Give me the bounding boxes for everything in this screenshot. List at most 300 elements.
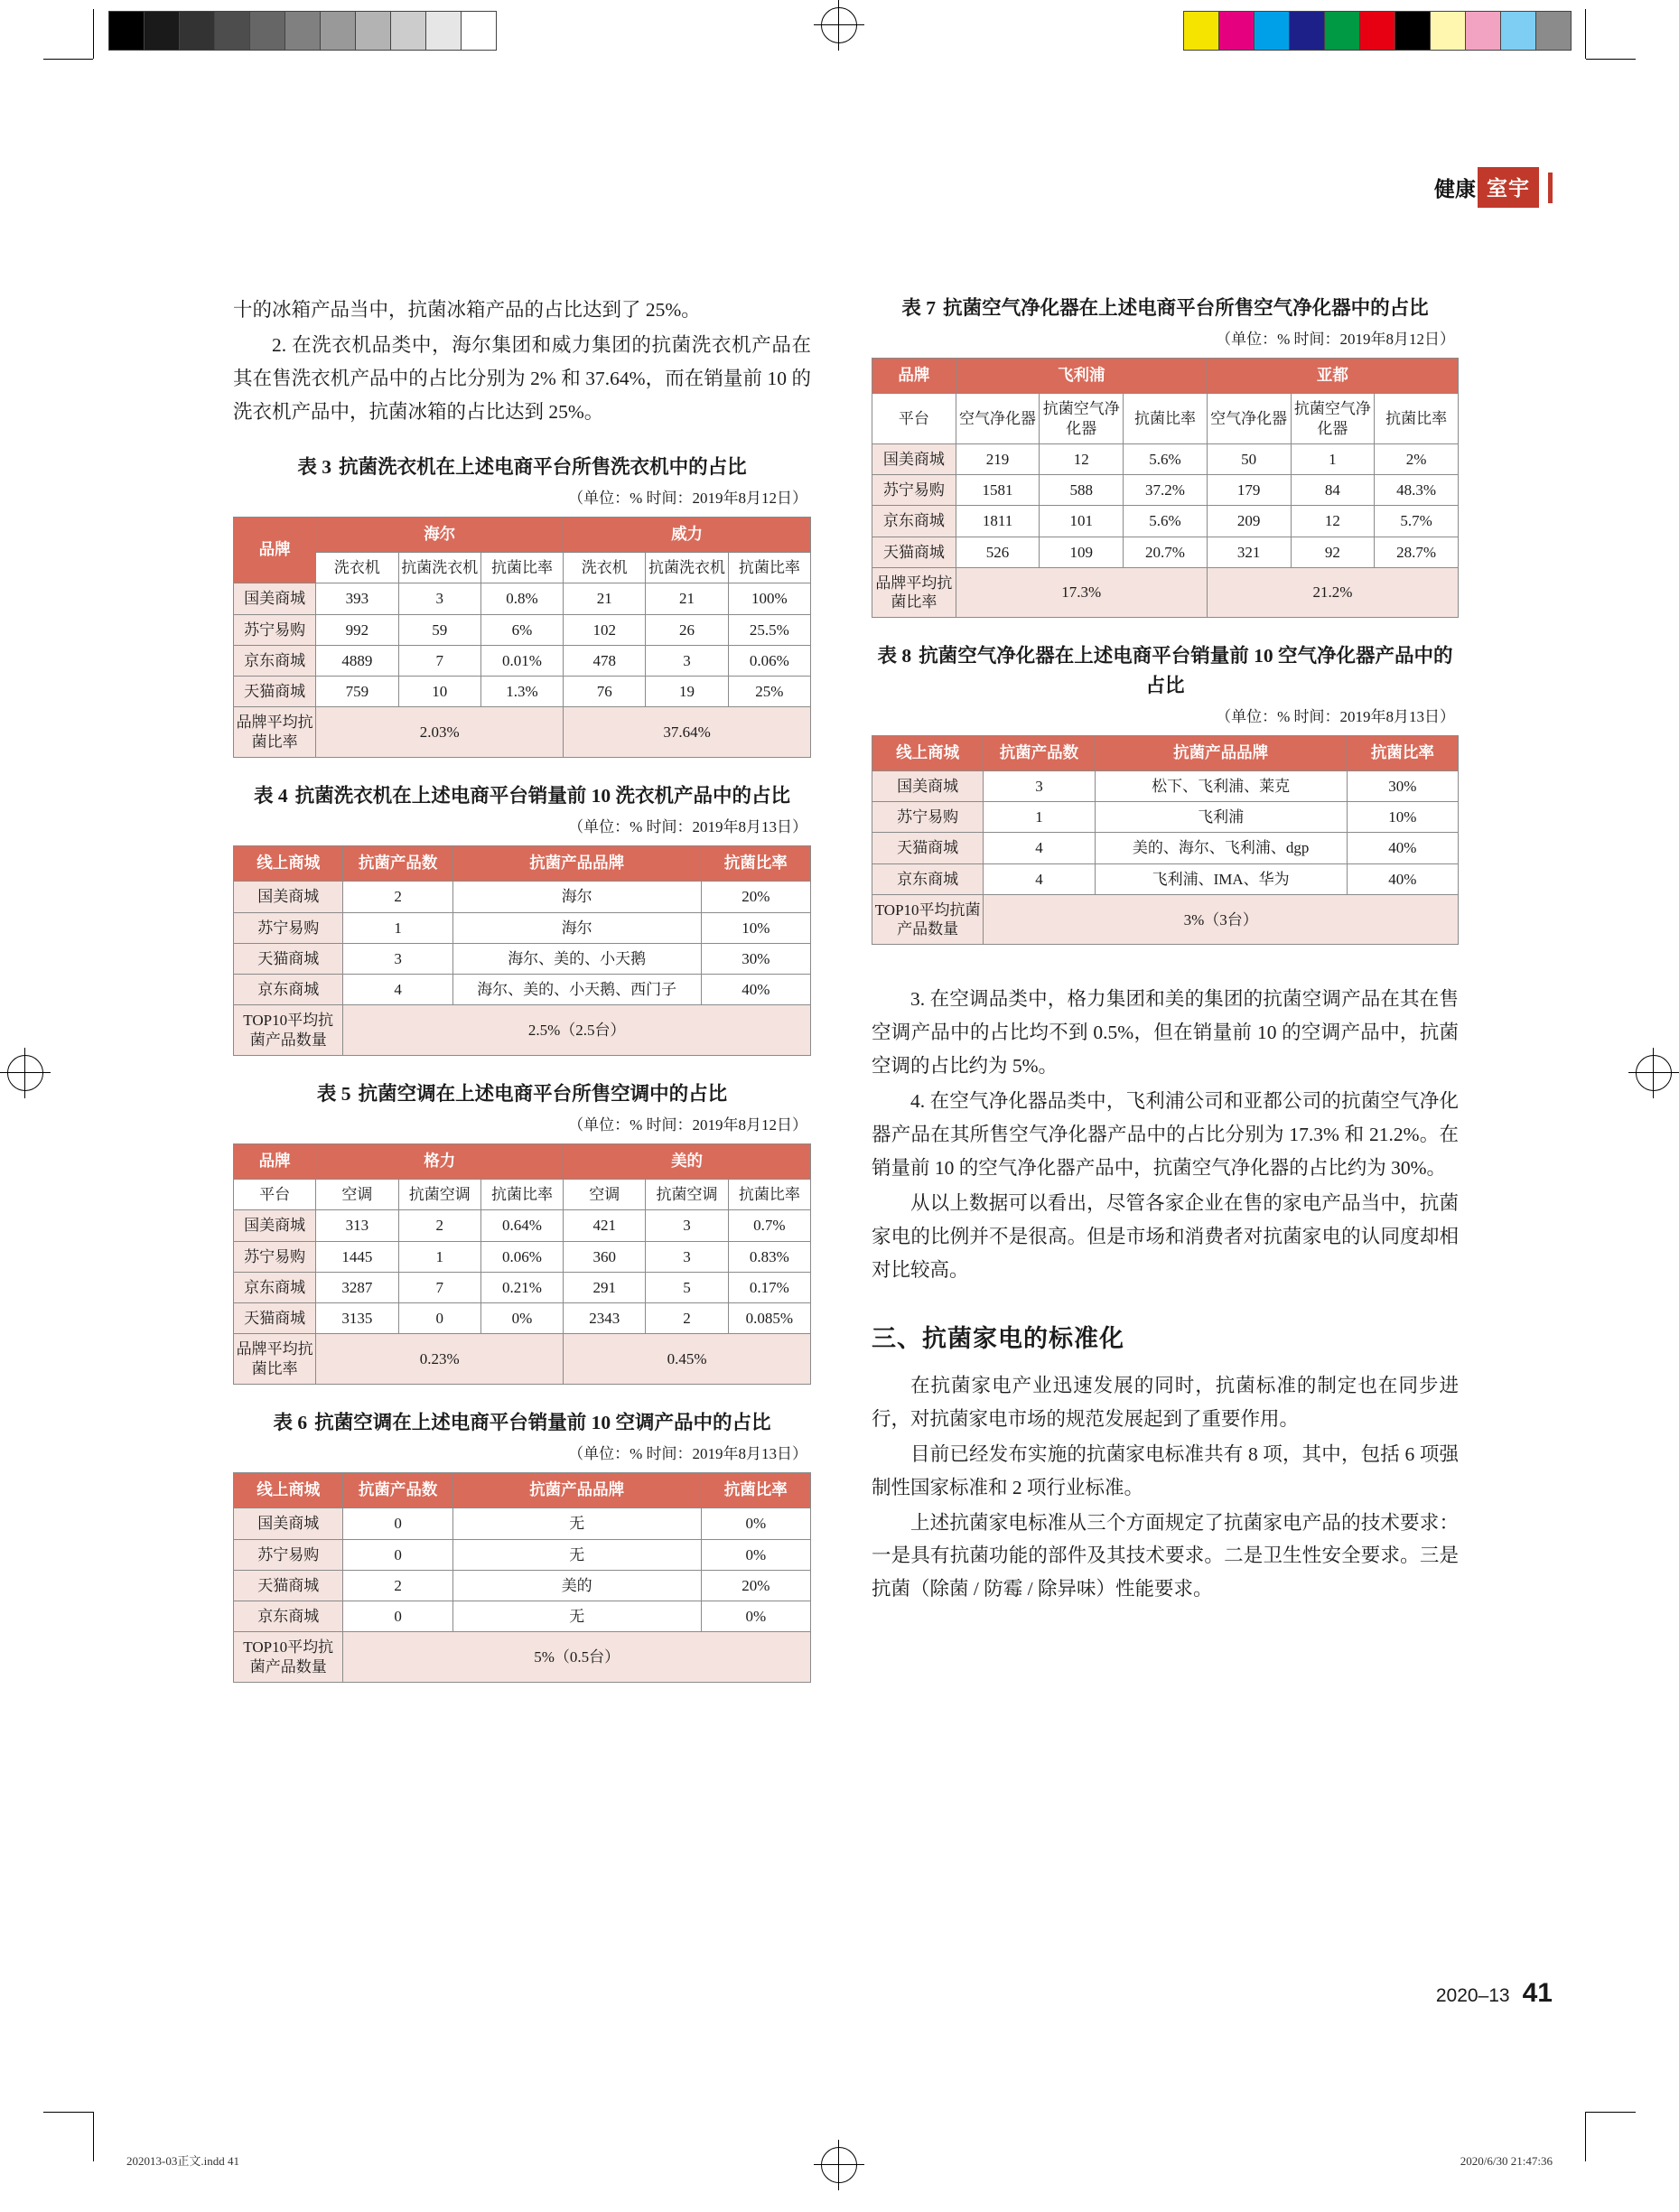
- cell: 海尔、美的、小天鹅: [452, 943, 701, 974]
- row-label: 京东商城: [234, 975, 343, 1005]
- cell: 无: [452, 1539, 701, 1570]
- table-row: [872, 567, 1459, 618]
- issue-number: 2020–13: [1435, 1985, 1510, 2006]
- color-swatch-2: [1254, 11, 1290, 51]
- row-label: 天猫商城: [872, 537, 956, 567]
- cell: 3: [646, 1241, 728, 1272]
- cell: 100%: [728, 583, 810, 614]
- cell: 219: [956, 443, 1040, 474]
- running-head: [1434, 167, 1553, 208]
- subheader: 抗菌比率: [480, 1180, 563, 1210]
- table-row: [872, 770, 1459, 801]
- table-row: [872, 894, 1459, 945]
- cell: 6%: [480, 614, 563, 645]
- subheader: 洗衣机: [564, 553, 646, 583]
- color-swatch-0: [1183, 11, 1219, 51]
- cell: 0: [343, 1508, 452, 1539]
- average-value: 0.23%: [316, 1334, 564, 1385]
- column-header: 抗菌产品品牌: [1095, 736, 1347, 771]
- grayscale-swatch-10: [461, 11, 497, 51]
- table-row: [234, 912, 811, 943]
- cell: 3: [343, 943, 452, 974]
- brand-weili: 威力: [564, 518, 811, 553]
- left-column: [233, 294, 811, 1683]
- color-swatch-6: [1395, 11, 1431, 51]
- paragraph: 从以上数据可以看出，尽管各家企业在售的家电产品当中，抗菌家电的比例并不是很高。但是市场和消费者对抗菌家电的认同度却相对比较高。: [872, 1192, 1459, 1282]
- cell: 759: [316, 677, 398, 707]
- cell: 40%: [1347, 833, 1458, 863]
- column-header: 线上商城: [234, 1473, 343, 1508]
- row-label: 苏宁易购: [872, 802, 984, 833]
- grayscale-swatch-3: [214, 11, 250, 51]
- cell: 10: [398, 677, 480, 707]
- average-value: 21.2%: [1207, 567, 1458, 618]
- row-label: 京东商城: [234, 1601, 343, 1632]
- table-row: [234, 707, 811, 758]
- table-6-number: 表 6: [273, 1411, 308, 1433]
- table-row: [872, 475, 1459, 506]
- table-row: [234, 1210, 811, 1241]
- table-row: [234, 1180, 811, 1210]
- table-3-caption: [233, 453, 811, 481]
- table-4: [233, 845, 811, 1055]
- cell: 30%: [1347, 770, 1458, 801]
- column-header: 抗菌产品品牌: [452, 1473, 701, 1508]
- paragraph: 在抗菌家电产业迅速发展的同时，抗菌标准的制定也在同步进行，对抗菌家电市场的规范发展起到了重要作用。: [872, 1374, 1459, 1430]
- cell: 美的: [452, 1570, 701, 1601]
- color-swatch-8: [1465, 11, 1501, 51]
- table-row: [872, 443, 1459, 474]
- table-row: [234, 1272, 811, 1302]
- print-timestamp: 2020/6/30 21:47:36: [1460, 2154, 1553, 2168]
- column-header: 抗菌比率: [701, 846, 810, 882]
- cell: 12: [1040, 443, 1124, 474]
- cell: 飞利浦: [1095, 802, 1347, 833]
- cell: 101: [1040, 506, 1124, 537]
- row-label: 国美商城: [234, 882, 343, 912]
- brand-philips: 飞利浦: [956, 359, 1207, 394]
- cell: 1581: [956, 475, 1040, 506]
- table-6-title: 抗菌空调在上述电商平台销量前 10 空调产品中的占比: [314, 1411, 771, 1433]
- table-row: [234, 1539, 811, 1570]
- cell: 0: [343, 1601, 452, 1632]
- cell: 360: [564, 1241, 646, 1272]
- row-label: 国美商城: [234, 1210, 316, 1241]
- page-number: 41: [1522, 1978, 1553, 2008]
- table-row: [234, 1570, 811, 1601]
- brand-gree: 格力: [316, 1144, 564, 1180]
- table-row: [234, 1303, 811, 1334]
- average-value: 2.03%: [316, 707, 564, 758]
- cell: 美的、海尔、飞利浦、dgp: [1095, 833, 1347, 863]
- table-5: [233, 1143, 811, 1385]
- table-row: [234, 943, 811, 974]
- table-8-unit: （单位：% 时间：2019年8月13日）: [1216, 707, 1455, 725]
- cell: 1: [1291, 443, 1375, 474]
- table-row: [234, 553, 811, 583]
- crop-mark-top-right: [1572, 9, 1636, 72]
- color-swatch-10: [1535, 11, 1572, 51]
- cell: 1: [343, 912, 452, 943]
- table-7-caption: [872, 294, 1459, 322]
- table-5-unit: （单位：% 时间：2019年8月12日）: [568, 1116, 807, 1134]
- cell: 26: [646, 614, 728, 645]
- average-value: 17.3%: [956, 567, 1207, 618]
- average-value: 37.64%: [564, 707, 811, 758]
- registration-mark-right: [1628, 1048, 1679, 1098]
- table-row: [872, 736, 1459, 771]
- table-5-number: 表 5: [316, 1082, 351, 1105]
- grayscale-swatch-6: [320, 11, 356, 51]
- cell: 0.83%: [728, 1241, 810, 1272]
- cell: 3287: [316, 1272, 398, 1302]
- running-head-prefix: 健康: [1434, 177, 1476, 201]
- cell: 0.7%: [728, 1210, 810, 1241]
- cell: 7: [398, 645, 480, 676]
- grayscale-calibration-bar: [108, 11, 496, 51]
- row-label: 天猫商城: [872, 833, 984, 863]
- cell: 28.7%: [1375, 537, 1459, 567]
- row-label: 苏宁易购: [872, 475, 956, 506]
- table-row: [234, 1632, 811, 1683]
- cell: 2%: [1375, 443, 1459, 474]
- cell: 25%: [728, 677, 810, 707]
- table-6: [233, 1472, 811, 1682]
- cell: 102: [564, 614, 646, 645]
- table-6-unit: （单位：% 时间：2019年8月13日）: [568, 1445, 807, 1463]
- cell: 0.06%: [728, 645, 810, 676]
- cell: 0: [343, 1539, 452, 1570]
- cell: 92: [1291, 537, 1375, 567]
- grayscale-swatch-4: [249, 11, 285, 51]
- table-row: [234, 882, 811, 912]
- table-3-number: 表 3: [297, 455, 332, 478]
- cell: 30%: [701, 943, 810, 974]
- average-value: 0.45%: [564, 1334, 811, 1385]
- cell: 海尔: [452, 882, 701, 912]
- table-7-number: 表 7: [901, 297, 937, 319]
- table-row: [234, 583, 811, 614]
- paragraph: 十的冰箱产品当中，抗菌冰箱产品的占比达到了 25%。: [233, 299, 701, 321]
- subheader: 抗菌比率: [728, 1180, 810, 1210]
- cell: 5.6%: [1124, 506, 1208, 537]
- subheader: 空调: [316, 1180, 398, 1210]
- cell: 0.085%: [728, 1303, 810, 1334]
- subheader: 抗菌空气净化器: [1040, 394, 1124, 444]
- color-swatch-3: [1289, 11, 1325, 51]
- row-label: 国美商城: [872, 770, 984, 801]
- page-footer: [1436, 1978, 1553, 2009]
- table-row: [872, 833, 1459, 863]
- cell: 179: [1207, 475, 1291, 506]
- footer-label: TOP10平均抗菌产品数量: [872, 894, 984, 945]
- row-label: 国美商城: [872, 443, 956, 474]
- grayscale-swatch-7: [355, 11, 391, 51]
- color-calibration-bar: [1183, 11, 1571, 51]
- cell: 5: [646, 1272, 728, 1302]
- table-row: [234, 677, 811, 707]
- cell: 84: [1291, 475, 1375, 506]
- brand-label: 品牌: [234, 518, 316, 583]
- platform-label: 平台: [872, 394, 956, 444]
- cell: 海尔、美的、小天鹅、西门子: [452, 975, 701, 1005]
- cell: 20%: [701, 882, 810, 912]
- cell: 0.21%: [480, 1272, 563, 1302]
- cell: 321: [1207, 537, 1291, 567]
- table-row: [234, 1508, 811, 1539]
- cell: 1.3%: [480, 677, 563, 707]
- paragraph: 上述抗菌家电标准从三个方面规定了抗菌家电产品的技术要求：一是具有抗菌功能的部件及其技术要求。二是卫生性安全要求。三是抗菌（除菌 / 防霉 / 除异味）性能要求。: [872, 1511, 1459, 1601]
- subheader: 抗菌比率: [1375, 394, 1459, 444]
- row-label: 苏宁易购: [234, 614, 316, 645]
- cell: 5.7%: [1375, 506, 1459, 537]
- cell: 21: [564, 583, 646, 614]
- column-header: 抗菌比率: [1347, 736, 1458, 771]
- table-8-caption: [872, 641, 1459, 700]
- table-6-caption: [233, 1408, 811, 1437]
- footer-label: TOP10平均抗菌产品数量: [234, 1005, 343, 1056]
- table-row: [234, 1005, 811, 1056]
- table-row: [234, 1334, 811, 1385]
- registration-mark-bottom: [814, 2140, 864, 2190]
- paragraph: 2. 在洗衣机品类中，海尔集团和威力集团的抗菌洗衣机产品在其在售洗衣机产品中的占比分别为 2% 和 37.64%，而在销量前 10 的洗衣机产品中，抗菌冰箱的占比达到 25%。: [233, 333, 811, 423]
- cell: 海尔: [452, 912, 701, 943]
- row-label: 苏宁易购: [234, 912, 343, 943]
- subheader: 空气净化器: [956, 394, 1040, 444]
- section-heading: 三、抗菌家电的标准化: [872, 1325, 1124, 1353]
- cell: 40%: [1347, 863, 1458, 894]
- row-label: 京东商城: [872, 863, 984, 894]
- column-header: 抗菌产品数: [343, 1473, 452, 1508]
- color-swatch-4: [1324, 11, 1360, 51]
- cell: 21: [646, 583, 728, 614]
- cell: 109: [1040, 537, 1124, 567]
- cell: 3: [398, 583, 480, 614]
- table-4-unit: （单位：% 时间：2019年8月13日）: [568, 818, 807, 836]
- cell: 20%: [701, 1570, 810, 1601]
- table-row: [872, 863, 1459, 894]
- table-8-title: 抗菌空气净化器在上述电商平台销量前 10 空气净化器产品中的占比: [919, 645, 1453, 696]
- row-label: 国美商城: [234, 1508, 343, 1539]
- cell: 59: [398, 614, 480, 645]
- cell: 4: [984, 833, 1095, 863]
- subheader: 抗菌空气净化器: [1291, 394, 1375, 444]
- cell: 50: [1207, 443, 1291, 474]
- grayscale-swatch-0: [108, 11, 145, 51]
- cell: 飞利浦、IMA、华为: [1095, 863, 1347, 894]
- cell: 48.3%: [1375, 475, 1459, 506]
- cell: 76: [564, 677, 646, 707]
- grayscale-swatch-9: [425, 11, 462, 51]
- footer-value: 2.5%（2.5台）: [343, 1005, 811, 1056]
- cell: 1445: [316, 1241, 398, 1272]
- table-4-number: 表 4: [254, 784, 288, 807]
- table-row: [234, 975, 811, 1005]
- cell: 12: [1291, 506, 1375, 537]
- cell: 2343: [564, 1303, 646, 1334]
- column-header: 线上商城: [872, 736, 984, 771]
- subheader: 抗菌比率: [728, 553, 810, 583]
- cell: 588: [1040, 475, 1124, 506]
- cell: 7: [398, 1272, 480, 1302]
- cell: 1811: [956, 506, 1040, 537]
- brand-label: 品牌: [872, 359, 956, 394]
- cell: 3: [646, 645, 728, 676]
- table-row: [234, 1473, 811, 1508]
- table-row: [872, 802, 1459, 833]
- row-label: 天猫商城: [234, 943, 343, 974]
- table-8: [872, 735, 1459, 945]
- print-filename: 202013-03正文.indd 41: [126, 2154, 239, 2168]
- cell: 0: [398, 1303, 480, 1334]
- running-head-title: 室宇: [1478, 167, 1539, 208]
- row-label: 苏宁易购: [234, 1539, 343, 1570]
- cell: 0%: [701, 1539, 810, 1570]
- column-header: 抗菌比率: [701, 1473, 810, 1508]
- cell: 松下、飞利浦、莱克: [1095, 770, 1347, 801]
- cell: 4889: [316, 645, 398, 676]
- table-row: [872, 394, 1459, 444]
- grayscale-swatch-5: [284, 11, 321, 51]
- cell: 19: [646, 677, 728, 707]
- cell: 2: [343, 1570, 452, 1601]
- table-5-title: 抗菌空调在上述电商平台所售空调中的占比: [358, 1082, 728, 1105]
- cell: 3: [646, 1210, 728, 1241]
- table-7-unit: （单位：% 时间：2019年8月12日）: [1216, 331, 1455, 349]
- cell: 0.06%: [480, 1241, 563, 1272]
- table-row: [234, 1241, 811, 1272]
- brand-label: 品牌: [234, 1144, 316, 1180]
- cell: 2: [343, 882, 452, 912]
- footer-value: 5%（0.5台）: [343, 1632, 811, 1683]
- table-row: [234, 1601, 811, 1632]
- footer-value: 3%（3台）: [984, 894, 1459, 945]
- cell: 478: [564, 645, 646, 676]
- cell: 40%: [701, 975, 810, 1005]
- table-row: [234, 614, 811, 645]
- cell: 291: [564, 1272, 646, 1302]
- cell: 37.2%: [1124, 475, 1208, 506]
- column-header: 线上商城: [234, 846, 343, 882]
- cell: 421: [564, 1210, 646, 1241]
- cell: 393: [316, 583, 398, 614]
- cell: 0.01%: [480, 645, 563, 676]
- row-label: 天猫商城: [234, 1570, 343, 1601]
- table-row: [234, 645, 811, 676]
- cell: 25.5%: [728, 614, 810, 645]
- cell: 0%: [480, 1303, 563, 1334]
- platform-label: 平台: [234, 1180, 316, 1210]
- row-label: 京东商城: [234, 645, 316, 676]
- color-swatch-5: [1359, 11, 1395, 51]
- cell: 2: [646, 1303, 728, 1334]
- row-label: 国美商城: [234, 583, 316, 614]
- subheader: 抗菌比率: [480, 553, 563, 583]
- table-row: [872, 359, 1459, 394]
- table-7: [872, 358, 1459, 618]
- column-header: 抗菌产品品牌: [452, 846, 701, 882]
- footer-label: TOP10平均抗菌产品数量: [234, 1632, 343, 1683]
- cell: 20.7%: [1124, 537, 1208, 567]
- table-row: [234, 846, 811, 882]
- brand-haier: 海尔: [316, 518, 564, 553]
- cell: 1: [984, 802, 1095, 833]
- table-row: [234, 518, 811, 553]
- cell: 10%: [1347, 802, 1458, 833]
- cell: 0%: [701, 1508, 810, 1539]
- paragraph: 目前已经发布实施的抗菌家电标准共有 8 项，其中，包括 6 项强制性国家标准和 2 项行业标准。: [872, 1442, 1459, 1498]
- cell: 3135: [316, 1303, 398, 1334]
- table-5-caption: [233, 1079, 811, 1108]
- cell: 209: [1207, 506, 1291, 537]
- subheader: 抗菌洗衣机: [646, 553, 728, 583]
- table-4-title: 抗菌洗衣机在上述电商平台销量前 10 洗衣机产品中的占比: [294, 784, 790, 807]
- grayscale-swatch-1: [144, 11, 180, 51]
- average-label: 品牌平均抗菌比率: [872, 567, 956, 618]
- cell: 0.8%: [480, 583, 563, 614]
- table-3-title: 抗菌洗衣机在上述电商平台所售洗衣机中的占比: [339, 455, 747, 478]
- crop-mark-bottom-right: [1572, 2099, 1636, 2162]
- table-8-number: 表 8: [877, 645, 912, 667]
- cell: 0.64%: [480, 1210, 563, 1241]
- table-row: [872, 537, 1459, 567]
- cell: 3: [984, 770, 1095, 801]
- subheader: 抗菌洗衣机: [398, 553, 480, 583]
- color-swatch-7: [1430, 11, 1466, 51]
- subheader: 空调: [564, 1180, 646, 1210]
- paragraph: 3. 在空调品类中，格力集团和美的集团的抗菌空调产品在其在售空调产品中的占比均不到 0.5%，但在销量前 10 的空调产品中，抗菌空调的占比约为 5%。: [872, 988, 1459, 1078]
- cell: 无: [452, 1601, 701, 1632]
- table-4-caption: [233, 781, 811, 810]
- row-label: 京东商城: [872, 506, 956, 537]
- crop-mark-bottom-left: [43, 2099, 107, 2162]
- average-label: 品牌平均抗菌比率: [234, 1334, 316, 1385]
- subheader: 抗菌空调: [646, 1180, 728, 1210]
- table-row: [872, 506, 1459, 537]
- grayscale-swatch-8: [390, 11, 426, 51]
- cell: 4: [984, 863, 1095, 894]
- subheader: 抗菌比率: [1124, 394, 1208, 444]
- cell: 5.6%: [1124, 443, 1208, 474]
- table-3-unit: （单位：% 时间：2019年8月12日）: [568, 490, 807, 508]
- cell: 1: [398, 1241, 480, 1272]
- registration-mark-top: [814, 0, 864, 51]
- subheader: 洗衣机: [316, 553, 398, 583]
- table-7-title: 抗菌空气净化器在上述电商平台所售空气净化器中的占比: [943, 297, 1429, 319]
- column-header: 抗菌产品数: [343, 846, 452, 882]
- running-head-rule: [1548, 173, 1553, 203]
- subheader: 抗菌空调: [398, 1180, 480, 1210]
- right-column: [872, 294, 1459, 1608]
- registration-mark-left: [0, 1048, 51, 1098]
- average-label: 品牌平均抗菌比率: [234, 707, 316, 758]
- grayscale-swatch-2: [179, 11, 215, 51]
- row-label: 苏宁易购: [234, 1241, 316, 1272]
- row-label: 天猫商城: [234, 677, 316, 707]
- table-row: [234, 1144, 811, 1180]
- brand-yadu: 亚都: [1207, 359, 1458, 394]
- subheader: 空气净化器: [1207, 394, 1291, 444]
- paragraph: 4. 在空气净化器品类中，飞利浦公司和亚都公司的抗菌空气净化器产品在其所售空气净化器产品中的占比分别为 17.3% 和 21.2%。在销量前 10 的空气净化器产品中，抗菌空气净化器的占比约为 30%。: [872, 1090, 1459, 1180]
- row-label: 天猫商城: [234, 1303, 316, 1334]
- row-label: 京东商城: [234, 1272, 316, 1302]
- cell: 0.17%: [728, 1272, 810, 1302]
- color-swatch-1: [1218, 11, 1255, 51]
- crop-mark-top-left: [43, 9, 107, 72]
- cell: 10%: [701, 912, 810, 943]
- cell: 2: [398, 1210, 480, 1241]
- cell: 992: [316, 614, 398, 645]
